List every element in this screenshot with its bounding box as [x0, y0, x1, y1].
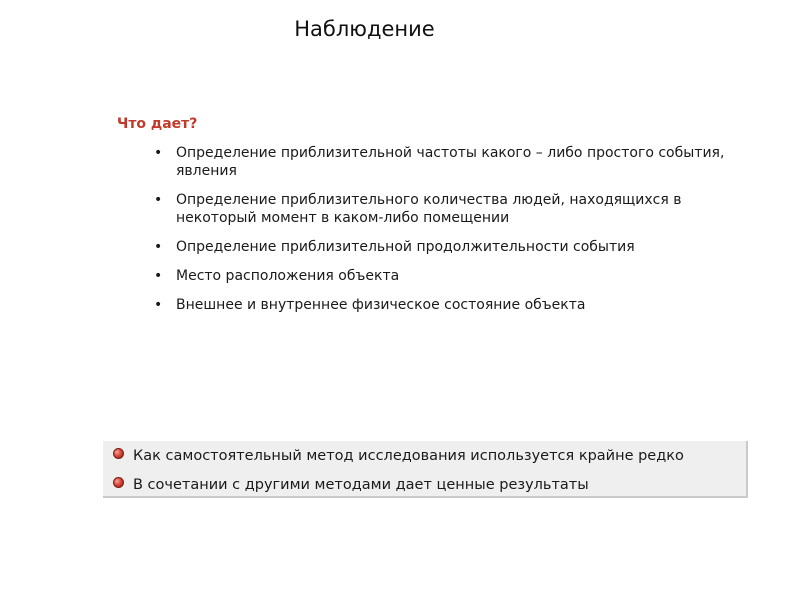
slide-title: Наблюдение — [294, 17, 435, 41]
list-item — [148, 296, 738, 314]
red-bullet-icon — [113, 448, 124, 459]
list-item — [148, 238, 738, 256]
red-bullet-icon — [113, 477, 124, 488]
note-item-text: Как самостоятельный метод исследования используется крайне редко — [133, 448, 684, 464]
note-item-text: В сочетании с другими методами дает ценные результаты — [133, 477, 589, 493]
bullet-icon: • — [154, 239, 163, 255]
list-item-text: Место расположения объекта — [176, 268, 400, 284]
list-item-text: Определение приблизительной продолжительности события — [176, 239, 635, 255]
question-heading: Что дает? — [117, 116, 198, 132]
bullet-icon: • — [154, 192, 163, 208]
list-item-text: Внешнее и внутреннее физическое состояние объекта — [176, 297, 586, 313]
list-item-text: Определение приблизительного количества людей, находящихся в некоторый момент в каком-либо помещении — [176, 192, 682, 226]
note-item — [113, 476, 589, 494]
bullet-icon: • — [154, 268, 163, 284]
note-box — [103, 441, 748, 498]
list-item-text: Определение приблизительной частоты какого – либо простого события, явления — [176, 145, 725, 179]
note-item — [113, 447, 684, 465]
list-item — [148, 191, 738, 227]
bullet-list — [148, 144, 738, 325]
bullet-icon: • — [154, 145, 163, 161]
bullet-icon: • — [154, 297, 163, 313]
list-item — [148, 267, 738, 285]
list-item — [148, 144, 738, 180]
